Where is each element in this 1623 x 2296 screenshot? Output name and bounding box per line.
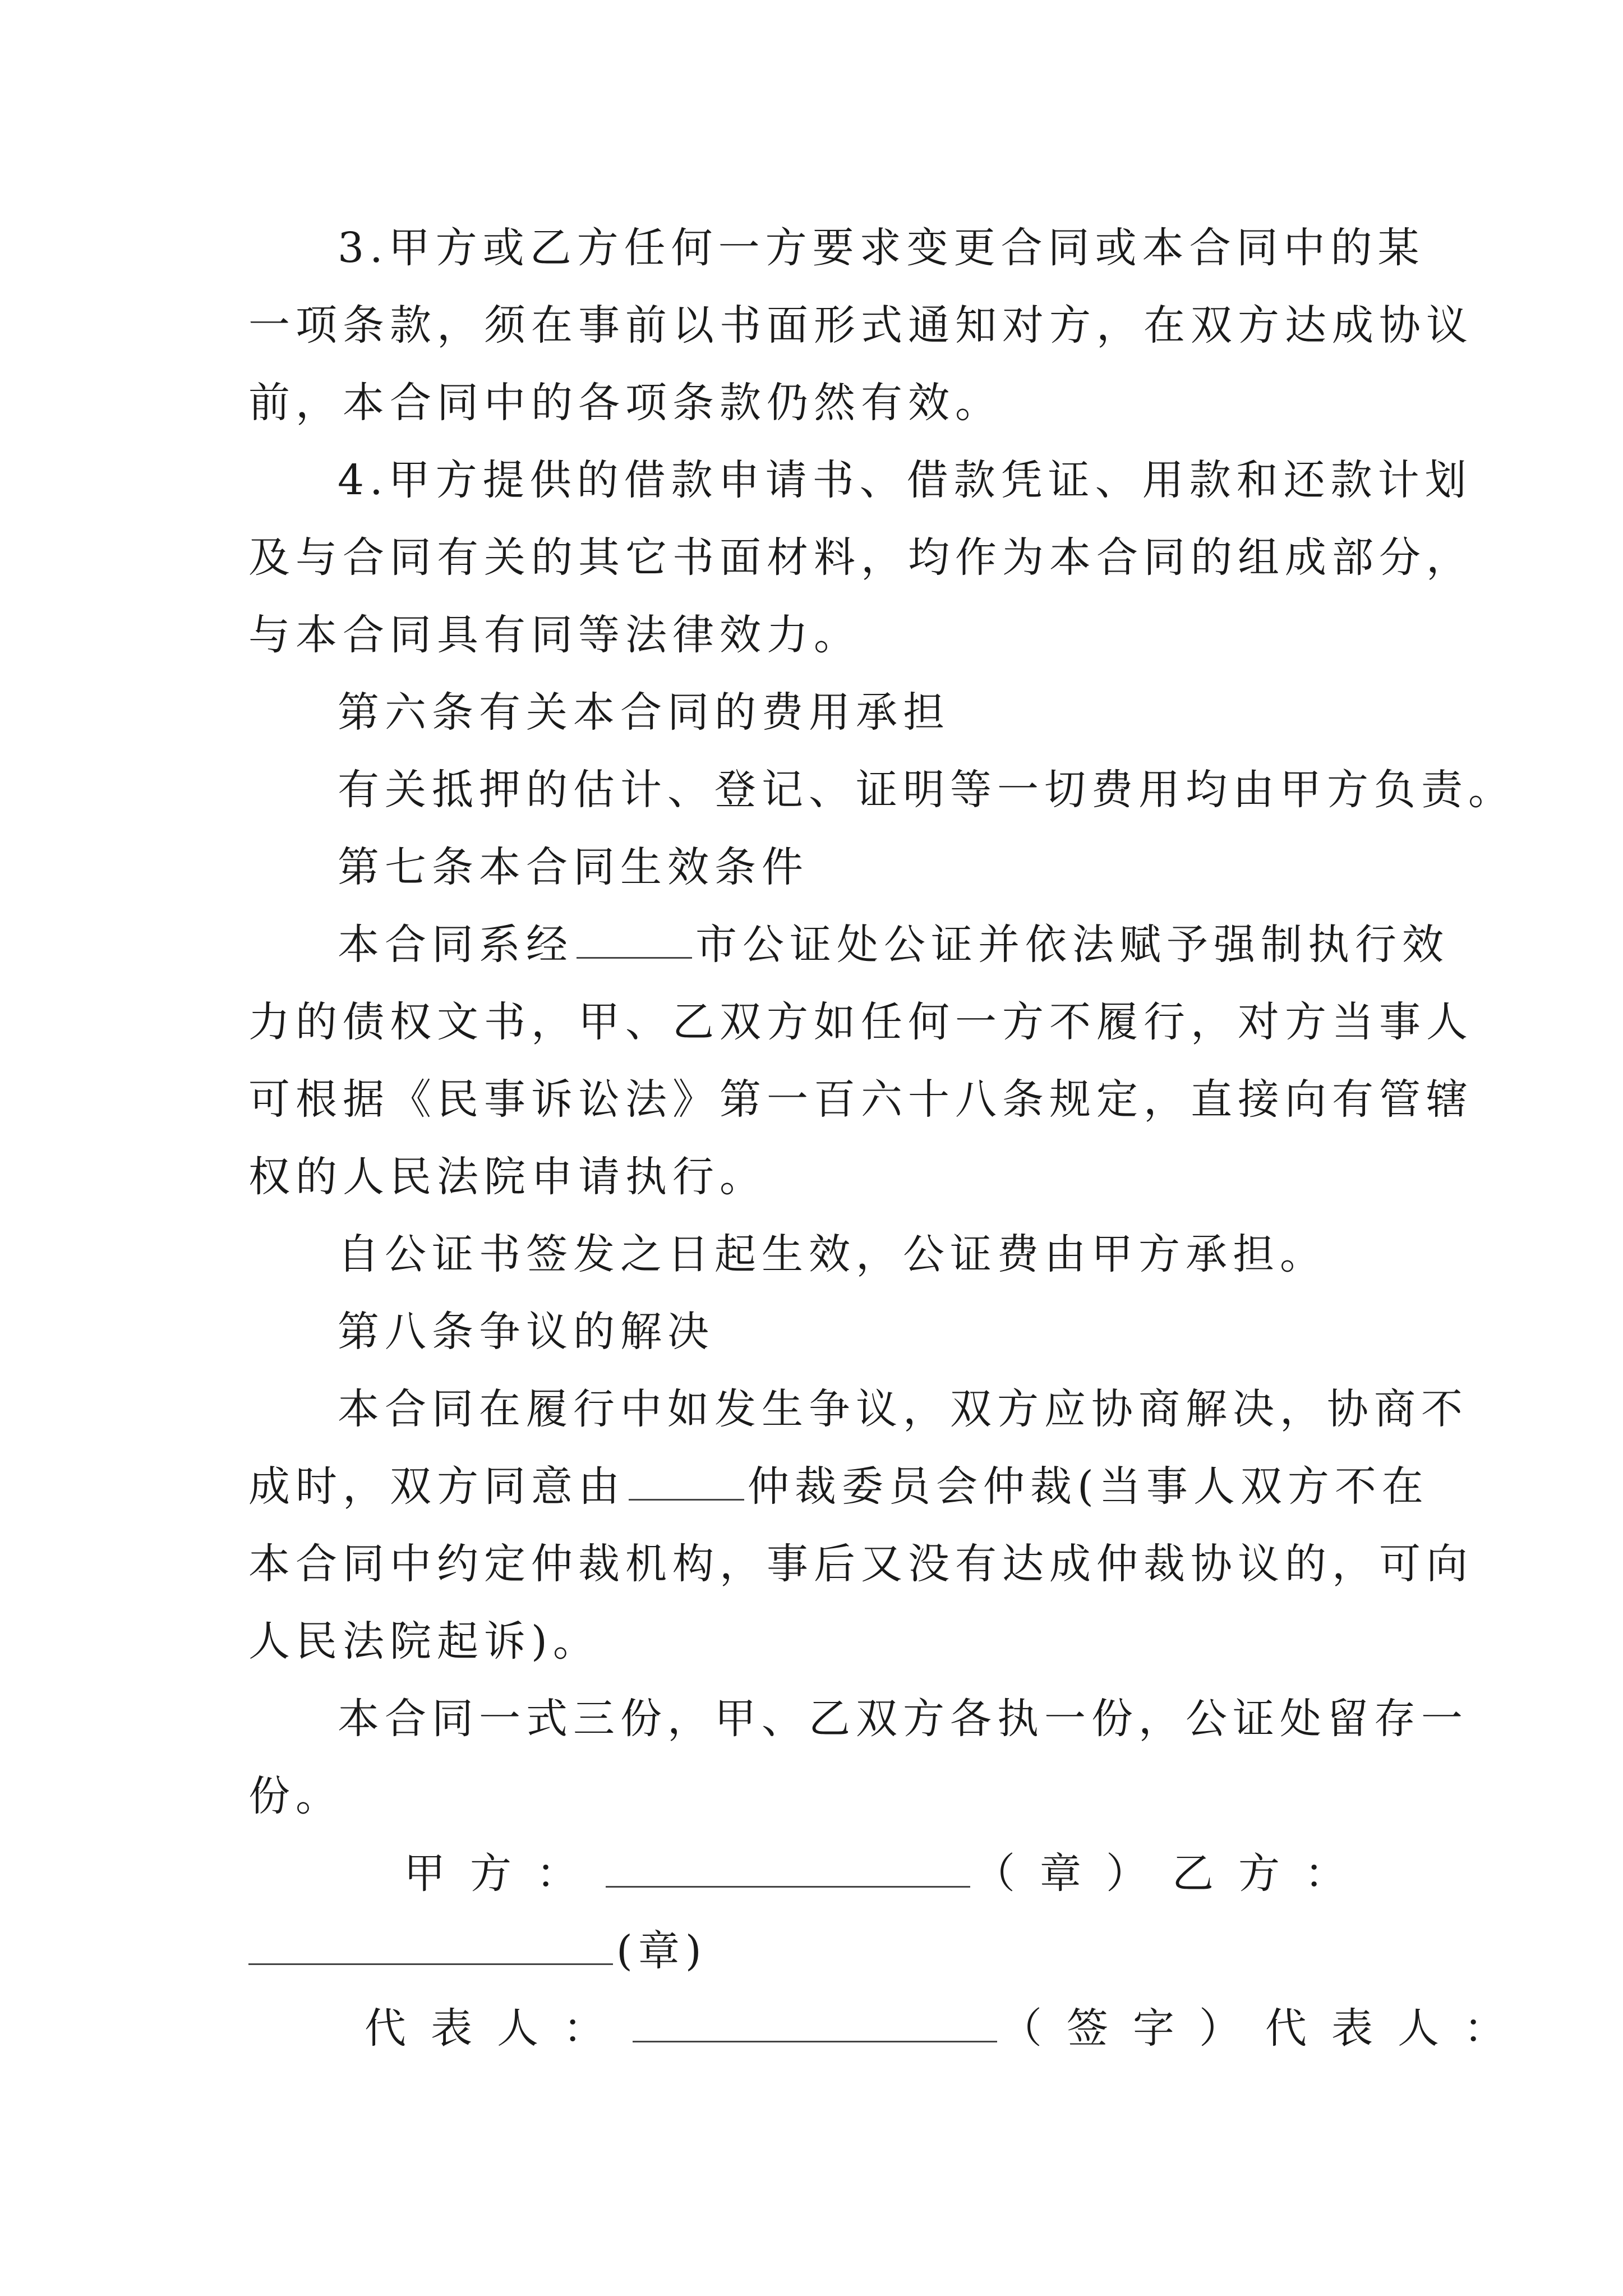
article-7-line-2: 力的债权文书，甲、乙双方如任何一方不履行，对方当事人 <box>248 998 1473 1046</box>
article-8-line-2-start: 成时，双方同意由 <box>248 1462 625 1511</box>
article-6-text: 有关抵押的估计、登记、证明等一切费用均由甲方负责。 <box>338 766 1515 814</box>
city-blank <box>577 923 692 959</box>
signature-row-parties <box>404 1846 1371 1902</box>
article-7-heading: 第七条本合同生效条件 <box>338 843 809 891</box>
party-b-blank <box>248 1930 613 1965</box>
article-7-line-3: 可根据《民事诉讼法》第一百六十八条规定，直接向有管辖 <box>248 1075 1473 1124</box>
article-7-effective: 自公证书签发之日起生效，公证费由甲方承担。 <box>338 1230 1327 1278</box>
party-b-seal: (章) <box>616 1927 707 1975</box>
article-8-line-4: 人民法院起诉)。 <box>248 1617 600 1665</box>
article-8-line-3: 本合同中约定仲裁机构，事后又没有达成仲裁协议的，可向 <box>248 1540 1473 1588</box>
rep-a-sign-and-rep-b-label: （签字）代表人： <box>1000 2004 1530 2053</box>
signature-row-party-b <box>248 1923 707 1979</box>
party-a-seal-and-party-b-label: （章）乙方： <box>974 1849 1371 1898</box>
article-6-heading: 第六条有关本合同的费用承担 <box>338 688 950 737</box>
article-7-line-1-end: 市公证处公证并依法赋予强制执行效 <box>695 921 1449 969</box>
signature-row-representatives <box>365 2000 1530 2056</box>
party-a-blank <box>606 1852 970 1888</box>
party-a-label: 甲方： <box>404 1849 602 1898</box>
article-7-line-1 <box>338 917 1449 973</box>
clause-5-3-line-3: 前，本合同中的各项条款仍然有效。 <box>248 379 1002 427</box>
article-8-line-2-end: 仲裁委员会仲裁(当事人双方不在 <box>748 1462 1429 1511</box>
article-8-line-1: 本合同在履行中如发生争议，双方应协商解决，协商不 <box>338 1385 1468 1433</box>
clause-5-3-line-1: 3.甲方或乙方任何一方要求变更合同或本合同中的某 <box>338 224 1425 272</box>
rep-a-blank <box>633 2007 997 2042</box>
clause-5-4-line-1: 4.甲方提供的借款申请书、借款凭证、用款和还款计划 <box>338 456 1472 504</box>
rep-a-label: 代表人： <box>365 2004 629 2053</box>
clause-5-4-line-3: 与本合同具有同等法律效力。 <box>248 611 861 659</box>
clause-5-4-line-2: 及与合同有关的其它书面材料，均作为本合同的组成部分， <box>248 533 1473 582</box>
article-8-heading: 第八条争议的解决 <box>338 1308 714 1356</box>
copies-line-2: 份。 <box>248 1772 343 1820</box>
article-7-line-1-start: 本合同系经 <box>338 921 573 969</box>
article-8-line-2 <box>248 1458 1429 1515</box>
arbitration-blank <box>629 1465 744 1501</box>
article-7-line-4: 权的人民法院申请执行。 <box>248 1153 767 1201</box>
clause-5-3-line-2: 一项条款，须在事前以书面形式通知对方，在双方达成协议 <box>248 301 1473 349</box>
copies-line-1: 本合同一式三份，甲、乙双方各执一份，公证处留存一 <box>338 1695 1468 1743</box>
